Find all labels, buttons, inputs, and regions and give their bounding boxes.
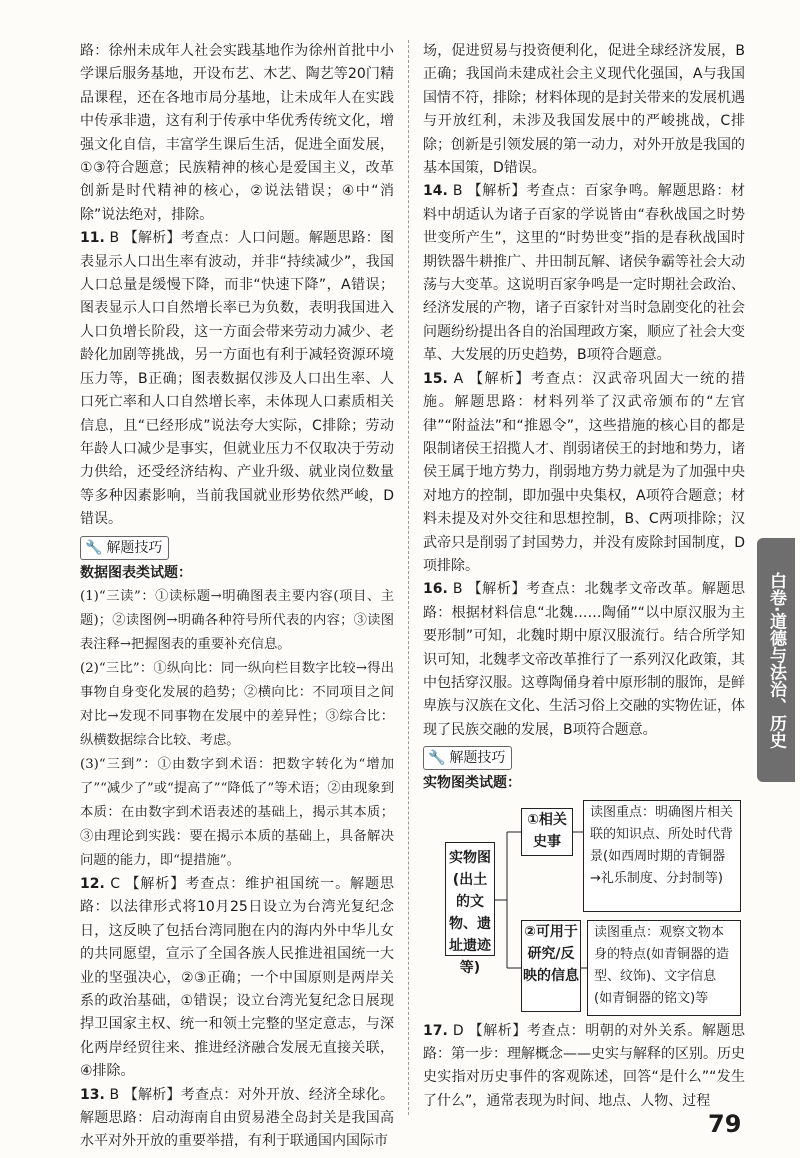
column-divider xyxy=(408,40,409,1115)
question-number: 12. xyxy=(80,875,105,892)
question-number: 16. xyxy=(423,581,448,598)
question-number: 14. xyxy=(423,183,448,200)
question-number: 15. xyxy=(423,370,448,387)
question-number: 17. xyxy=(423,1022,448,1039)
tip-line: (2)“三比”：①纵向比：同一纵向栏目数字比较→得出事物自身变化发展的趋势；②横向比：不同项目之间对比→发现不同事物在发展中的差异性；③综合比：纵横数据综合比较、考虑。 xyxy=(80,660,394,748)
answer-text: D 【解析】考查点：明朝的对外关系。解题思路：第一步：理解概念——史实与解释的区别。历史史实指对历史事件的客观陈述，回答“是什么”“发生了什么”，通常表现为时间、地点、人物、过程 xyxy=(423,1022,745,1109)
diagram-branch-1: ①相关史事 xyxy=(521,808,573,856)
answer-14 xyxy=(423,180,745,367)
tip-title: 实物图类试题： xyxy=(423,775,521,792)
left-column xyxy=(80,40,394,1154)
answer-text: C 【解析】考查点：维护祖国统一。解题思路：以法律形式将10月25日设立为台湾光复纪念日，这反映了包括台湾同胞在内的海内外中华儿女的共同愿望，宣示了全国各族人民推进祖国统一大业的坚强决心，②③正确；一个中国原则是两岸关系的政治基础，①错误；设立台湾光复纪念日展现捍卫国家主权、统一和领土完整的坚定意志，与深化两岸经贸往来、推进经济融合发展无直接关联，④排除。 xyxy=(80,875,395,1080)
page-number: 79 xyxy=(708,1110,742,1138)
diagram-branch-2: ②可用于研究/反映的信息 xyxy=(521,920,581,1012)
q10-continuation: 路：徐州未成年人社会实践基地作为徐州首批中小学课后服务基地，开设布艺、木艺、陶艺等20门精品课程，还在各地市局分基地，让未成年人在实践中传承非遗，这有利于传承中华优秀传统文化，增强文化自信，丰富学生课后生活，促进全面发展，①③符合题意；民族精神的核心是爱国主义，改革创新是时代精神的核心，②说法错误；④中“消除”说法绝对，排除。 xyxy=(80,43,394,223)
answer-11 xyxy=(80,227,394,531)
right-column xyxy=(423,40,745,1113)
tip-badge xyxy=(80,536,169,560)
answer-13 xyxy=(80,1084,394,1154)
diagram-root: 实物图(出土的文物、遗址遗迹等) xyxy=(445,842,495,956)
tip-badge xyxy=(423,746,512,770)
tip-title: 数据图表类试题： xyxy=(80,564,192,581)
answer-text: A 【解析】考查点：汉武帝巩固大一统的措施。解题思路：材料列举了汉武帝颁布的“左官律”“附益法”和“推恩令”，这些措施的核心目的都是限制诸侯王招揽人才、削弱诸侯王的封地和势力，诸侯王属于地方势力，削弱地方势力就是为了加强中央对地方的控制，即加强中央集权，A项符合题意；材料未提及对外交往和思想控制，B、C两项排除；汉武帝只是削弱了封国势力，并没有废除封国制度，D项排除。 xyxy=(423,370,745,574)
wrench-icon: 🔧 xyxy=(428,750,446,767)
answer-text: B 【解析】考查点：百家争鸣。解题思路：材料中胡适认为诸子百家的学说皆由“春秋战国之时势世变所产生”，这里的“时势世变”指的是春秋战国时期铁器牛耕推广、井田制瓦解、诸侯争霸等社会大动荡与大变革。这说明百家争鸣是一定时期社会政治、经济发展的产物，诸子百家针对当时急剧变化的社会问题纷纷提出各自的治国理政方案，顺应了社会大变革、大发展的历史趋势，B项符合题意。 xyxy=(423,183,745,364)
q13-continuation: 场，促进贸易与投资便利化，促进全球经济发展，B正确；我国尚未建成社会主义现代化强国，A与我国国情不符，排除；材料体现的是封关带来的发展机遇与开放红利，未涉及我国发展中的严峻挑战，C排除；创新是引领发展的第一动力，对外开放是我国的基本国策，D错误。 xyxy=(423,43,745,177)
answer-text: B 【解析】考查点：对外开放、经济全球化。解题思路：启动海南自由贸易港全岛封关是我国高水平对外开放的重要举措，有利于联通国内国际市 xyxy=(80,1086,394,1150)
tip-label: 解题技巧 xyxy=(106,539,163,556)
diagram-detail-2: 读图重点：观察文物本身的特点(如青铜器的造型、纹饰)、文字信息(如青铜器的铭文)等 xyxy=(587,920,741,1016)
question-number: 11. xyxy=(80,230,105,247)
wrench-icon: 🔧 xyxy=(85,539,103,556)
answer-16 xyxy=(423,578,745,742)
answer-text: B 【解析】考查点：北魏孝文帝改革。解题思路：根据材料信息“北魏……陶俑”“以中原汉服为主要形制”可知，北魏时期中原汉服流行。结合所学知识可知，北魏孝文帝改革推行了一系列汉化政策，其中包括穿汉服。这尊陶俑身着中原形制的服饰，是鲜卑族与汉族在文化、生活习俗上交融的实物佐证，体现了民族交融的发展，B项符合题意。 xyxy=(423,581,745,738)
tip-line: (1)“三读”：①读标题→明确图表主要内容(项目、主题)；②读图例→明确各种符号所代表的内容；③读图表注释→把握图表的重要补充信息。 xyxy=(80,588,394,652)
answer-15 xyxy=(423,368,745,579)
answer-text: B 【解析】考查点：人口问题。解题思路：图表显示人口出生率有波动，并非“持续减少”，我国人口总量是缓慢下降，而非“快速下降”，A错误；图表显示人口自然增长率已为负数，表明我国进入人口负增长阶段，这一方面会带来劳动力减少、老龄化加剧等挑战，另一方面也有利于减轻资源环境压力等，B正确；图表数据仅涉及人口出生率、人口死亡率和人口自然增长率，未体现人口素质相关信息，且“已经形成”说法夸大实际，C排除；劳动年龄人口减少是事实，但就业压力不仅取决于劳动力供给，还受经济结构、产业升级、就业岗位数量等多种因素影响，当前我国就业形势依然严峻，D错误。 xyxy=(80,230,394,528)
answer-17 xyxy=(423,1020,745,1114)
tip-label: 解题技巧 xyxy=(449,750,506,767)
question-number: 13. xyxy=(80,1086,105,1103)
tip-line: (3)“三到”：①由数字到术语：把数字转化为“增加了”“减少了”或“提高了”“降低了”等术语；②由现象到本质：在由数字到术语表述的基础上，揭示其本质；③由理论到实践：要在揭示本质的基础上，具备解决问题的能力，即“提措施”。 xyxy=(80,756,394,868)
section-side-tab: 白卷·道德与法治、历史 xyxy=(757,538,795,782)
artifact-diagram xyxy=(423,800,745,1006)
diagram-detail-1: 读图重点：明确图片相关联的知识点、所处时代背景(如西周时期的青铜器→礼乐制度、分封制等) xyxy=(583,800,741,912)
answer-12 xyxy=(80,873,394,1084)
